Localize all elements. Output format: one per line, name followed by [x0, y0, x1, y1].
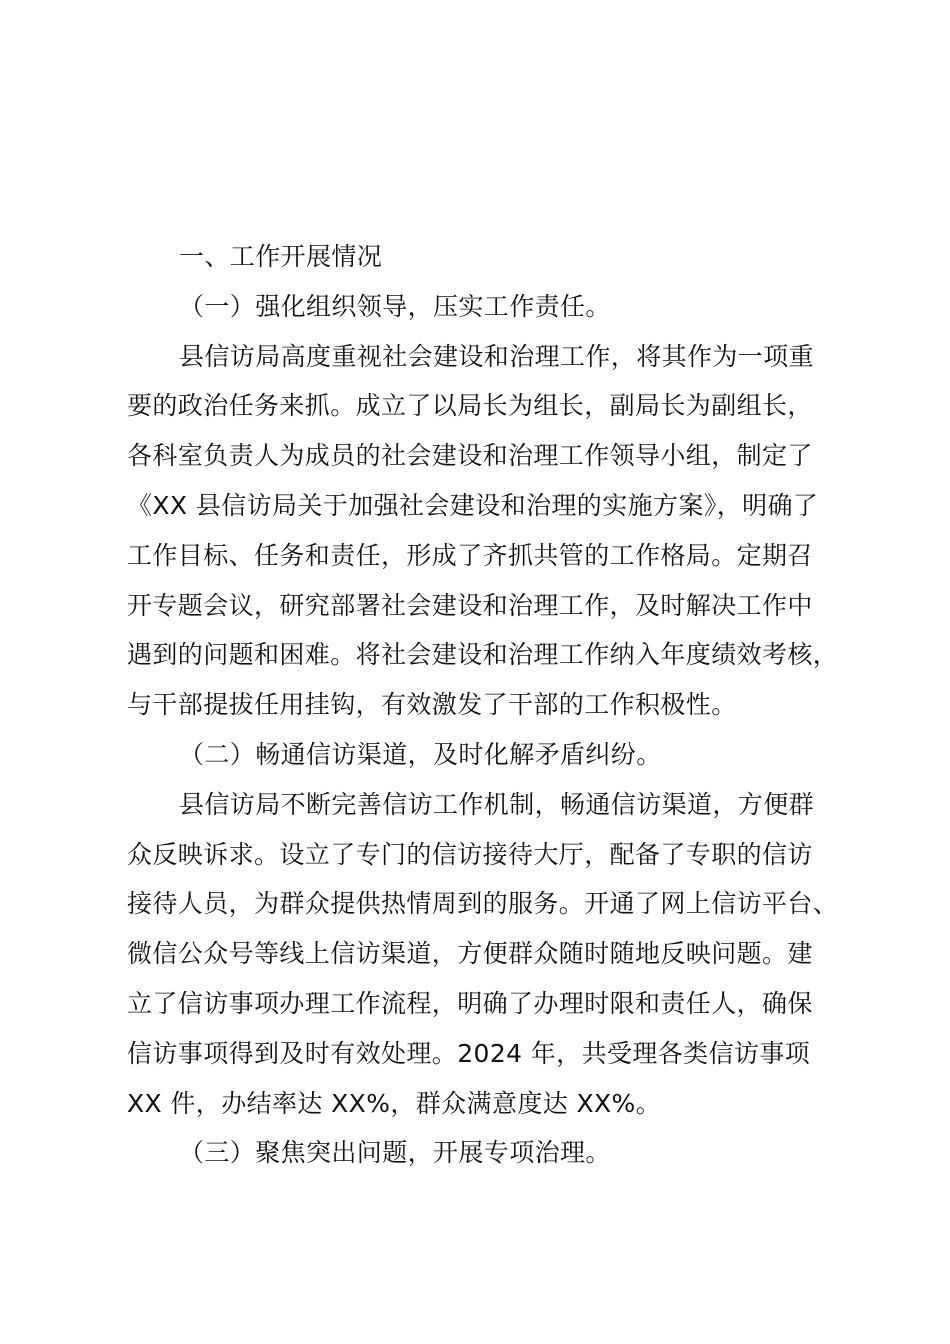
section-heading-work-progress: 一、工作开展情况 [179, 242, 383, 271]
paragraph-2-line: XX 件，办结率达 XX%，群众满意度达 XX%。 [127, 1088, 662, 1118]
paragraph-1-line: 开专题会议，研究部署社会建设和治理工作，及时解决工作中 [127, 590, 813, 620]
subheading-2: （二）畅通信访渠道，及时化解矛盾纠纷。 [179, 739, 662, 769]
document-body [127, 232, 839, 1178]
subheading-1: （一）强化组织领导，压实工作责任。 [179, 291, 611, 321]
paragraph-2-line: 众反映诉求。设立了专门的信访接待大厅，配备了专职的信访 [127, 839, 813, 869]
paragraph-2-line: 县信访局不断完善信访工作机制，畅通信访渠道，方便群 [179, 789, 815, 819]
paragraph-2-line: 立了信访事项办理工作流程，明确了办理时限和责任人，确保 [127, 988, 813, 1018]
paragraph-1-line: 遇到的问题和困难。将社会建设和治理工作纳入年度绩效考核， [127, 640, 839, 670]
paragraph-1-line: 要的政治任务来抓。成立了以局长为组长，副局长为副组长， [127, 391, 813, 421]
paragraph-1-line: 工作目标、任务和责任，形成了齐抓共管的工作格局。定期召 [127, 540, 813, 570]
subheading-3: （三）聚焦突出问题，开展专项治理。 [179, 1138, 611, 1168]
paragraph-1-line: 与干部提拔任用挂钩，有效激发了干部的工作积极性。 [127, 690, 737, 720]
paragraph-1-line: 县信访局高度重视社会建设和治理工作，将其作为一项重 [179, 341, 815, 371]
paragraph-1-line: 各科室负责人为成员的社会建设和治理工作领导小组，制定了 [127, 441, 813, 471]
paragraph-2-line: 信访事项得到及时有效处理。2024 年，共受理各类信访事项 [127, 1038, 811, 1068]
paragraph-2-line: 接待人员，为群众提供热情周到的服务。开通了网上信访平台、 [127, 889, 839, 919]
paragraph-1-line: 《XX 县信访局关于加强社会建设和治理的实施方案》，明确了 [127, 490, 819, 520]
paragraph-2-line: 微信公众号等线上信访渠道，方便群众随时随地反映问题。建 [127, 939, 813, 969]
